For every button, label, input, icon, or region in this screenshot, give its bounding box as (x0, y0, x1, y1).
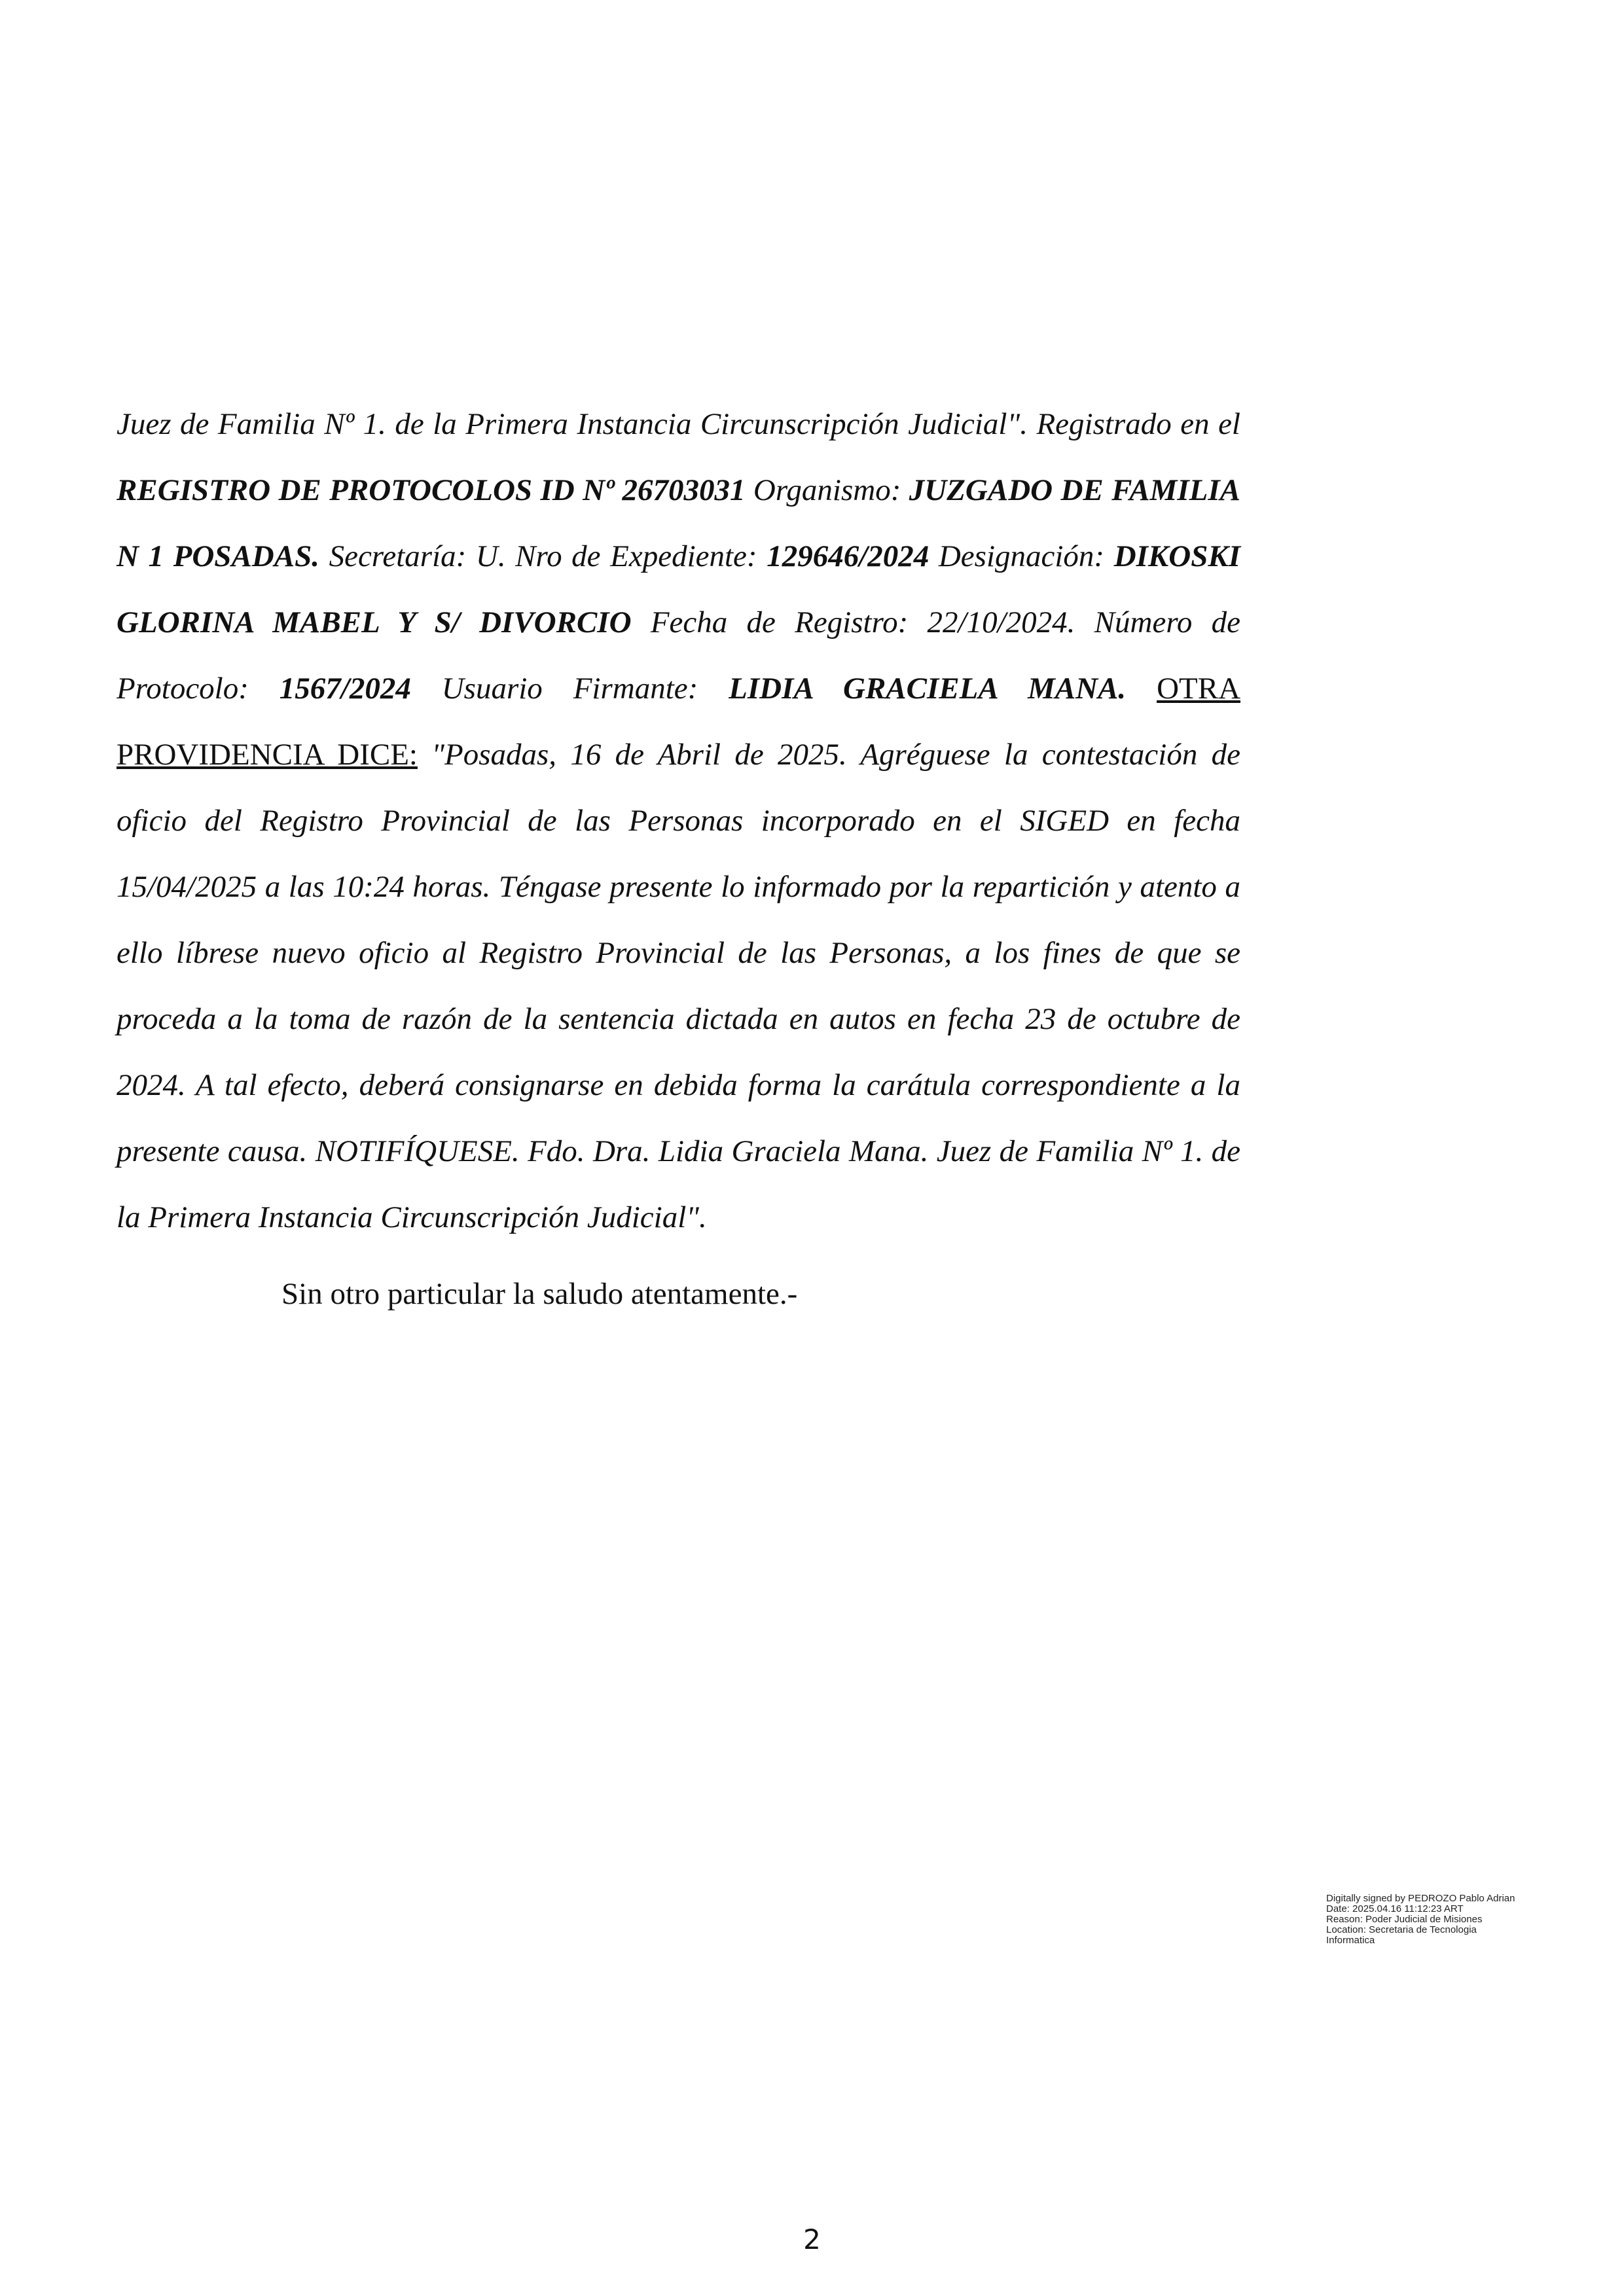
signature-reason: Reason: Poder Judicial de Misiones (1326, 1914, 1483, 1925)
text-segment: Juez de Familia Nº 1. de la Primera Instancia Circunscripción Judicial". Registrado en el (117, 407, 1240, 441)
signature-location: Location: Secretaria de Tecnologia (1326, 1924, 1477, 1935)
court-name: JUZGADO DE FAMILIA N 1 POSADAS. (117, 473, 1240, 573)
page-number: 2 (803, 2223, 821, 2255)
registry-protocol-id: REGISTRO DE PROTOCOLOS ID Nº 26703031 (117, 473, 746, 507)
signing-user: LIDIA GRACIELA MANA. (729, 672, 1127, 706)
text-segment: Fecha de Registro: 22/10/2024. Número de Protocolo: (117, 605, 1240, 706)
text-segment: Secretaría: U. Nro de Expediente: (319, 539, 767, 573)
other-order-heading: OTRA PROVIDENCIA DICE: (117, 672, 1241, 772)
text-segment: Usuario Firmante: (410, 672, 729, 706)
protocol-number: 1567/2024 (279, 672, 411, 706)
digital-signature-block (1326, 1893, 1542, 1946)
order-text: "Posadas, 16 de Abril de 2025. Agréguese la contestación de oficio del Registro Provincial de las Personas incorporado en el SIGED en fecha 15/04/2025 a las 10:24 horas. Téngase presente lo informado por la repartición y atento a ello líbrese nuevo oficio al Registro Provincial de las Personas, a los fines de que se proceda a la toma de razón de la sentencia dictada en autos en fecha 23 de octubre de 2024. A tal efecto, deberá consignarse en debida forma la carátula correspondiente a la presente causa. NOTIFÍQUESE. Fdo. Dra. Lidia Graciela Mana. Juez de Familia Nº 1. de la Primera Instancia Circunscripción Judicial". (117, 738, 1240, 1234)
case-designation: DIKOSKI GLORINA MABEL Y S/ DIVORCIO (117, 539, 1240, 639)
body-paragraph (117, 391, 1240, 1251)
closing-line: Sin otro particular la saludo atentamente.- (281, 1277, 798, 1311)
signature-date: Date: 2025.04.16 11:12:23 ART (1326, 1903, 1464, 1914)
signature-signer: Digitally signed by PEDROZO Pablo Adrian (1326, 1893, 1515, 1904)
file-number: 129646/2024 (767, 539, 929, 573)
signature-location-cont: Informatica (1326, 1935, 1375, 1946)
text-segment: Organismo: (745, 473, 909, 507)
text-segment: Designación: (929, 539, 1114, 573)
